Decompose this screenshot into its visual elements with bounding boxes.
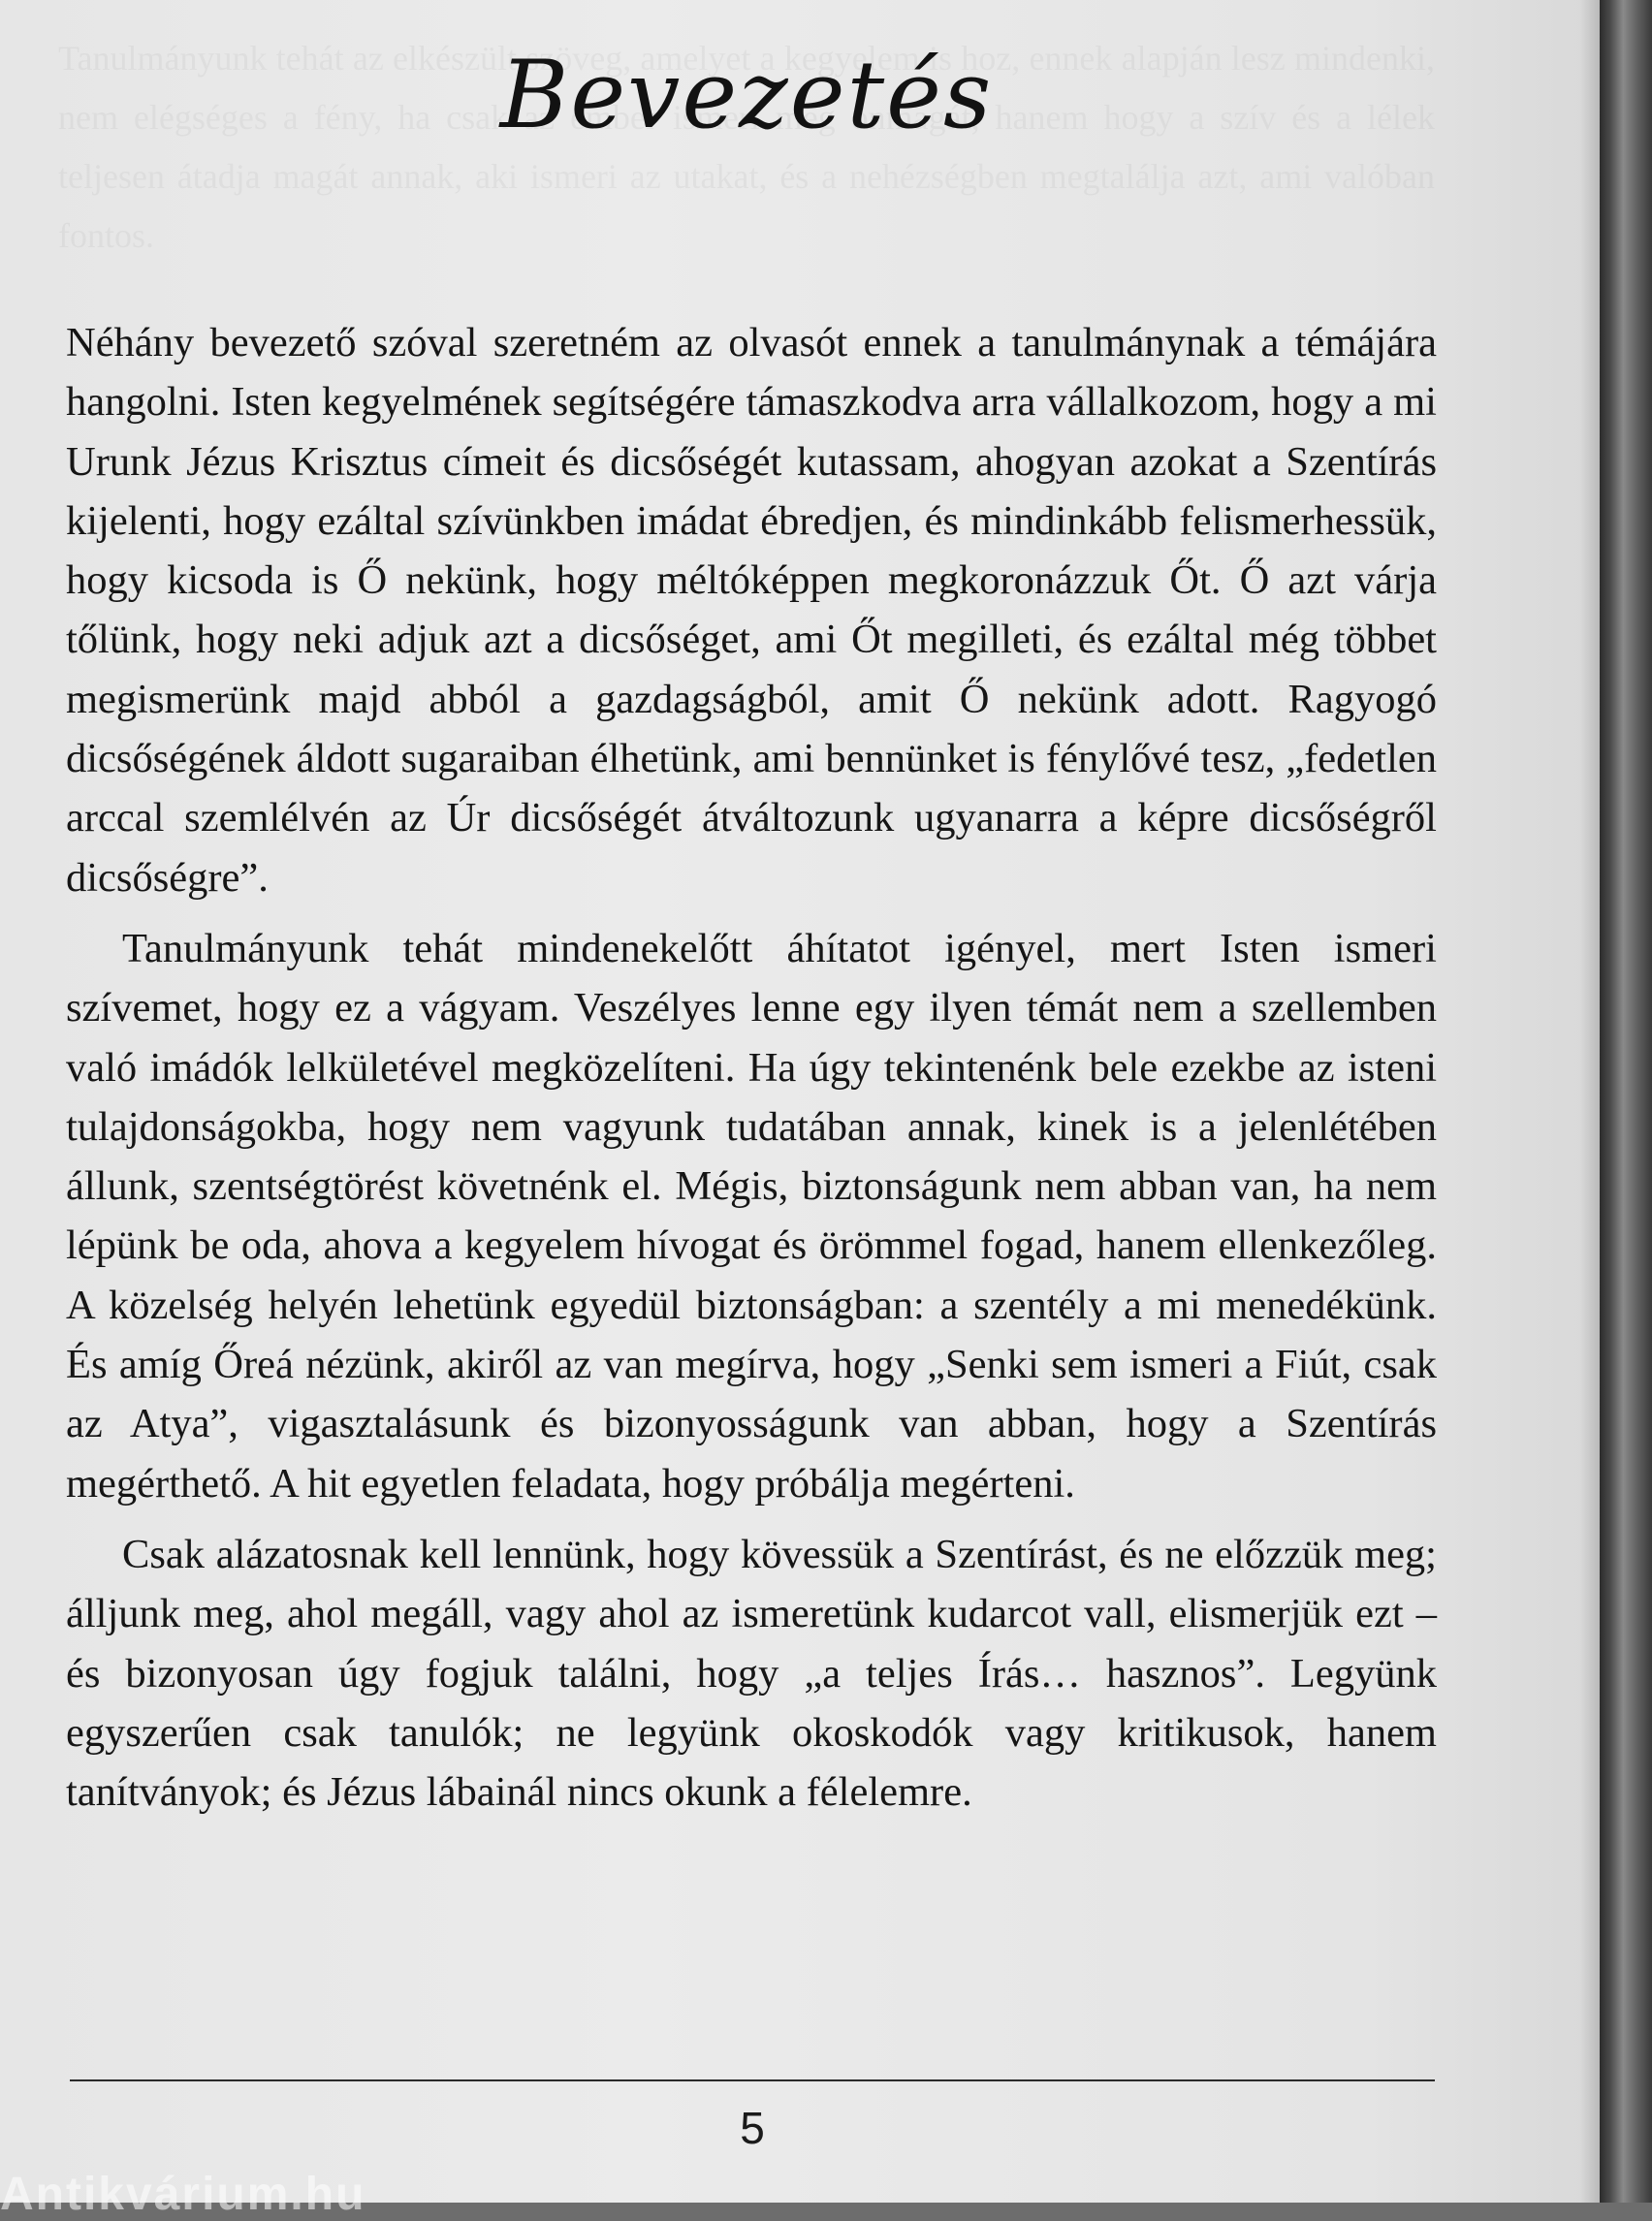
body-text: [66, 313, 1437, 1833]
footer-divider: [70, 2079, 1435, 2081]
paragraph: Néhány bevezető szóval szeretném az olvasót ennek a tanulmánynak a témájára hangolni. Isten kegyelmének segítségére támaszkodva arra vállalkozom, hogy a mi Urunk Jézus Krisztus címeit és dicsőségét kutassam, ahogyan azokat a Szentírás kijelenti, hogy ezáltal szívünkben imádat ébredjen, és mindinkább felismerhessük, hogy kicsoda is Ő nekünk, hogy méltóképpen megkoronázzuk Őt. Ő azt várja tőlünk, hogy neki adjuk azt a dicsőséget, ami Őt megilleti, és ezáltal még többet megismerünk majd abból a gazdagságból, amit Ő nekünk adott. Ragyogó dicsőségének áldott sugaraiban élhetünk, ami bennünket is fénylővé tesz, „fedetlen arccal szemlélvén az Úr dicsőségét átváltozunk ugyanarra a képre dicsőségről dicsőségre”.: [66, 320, 1437, 901]
watermark: Antikvárium.hu: [0, 2169, 366, 2220]
book-binding-edge: [1600, 0, 1652, 2203]
paragraph: Tanulmányunk tehát mindenekelőtt áhítatot igényel, mert Isten ismeri szívemet, hogy ez a vágyam. Veszélyes lenne egy ilyen témát nem a szellemben való imádók lelkületével megközelíteni. Ha úgy tekintenénk bele ezekbe az isteni tulajdonságokba, hogy nem vagyunk tudatában annak, kinek is a jelenlétében állunk, szentségtörést követnénk el. Mégis, biztonságunk nem abban van, ha nem lépünk be oda, ahova a kegyelem hívogat és örömmel fogad, hanem ellenkezőleg. A közelség helyén lehetünk egyedül biztonságban: a szentély a mi menedékünk. És amíg Őreá nézünk, akiről az van megírva, hogy „Senki sem ismeri a Fiút, csak az Atya”, vigasztalásunk és bizonyosságunk van abban, hogy a Szentírás megérthető. A hit egyetlen feladata, hogy próbálja megérteni.: [66, 925, 1437, 1507]
page-number: 5: [740, 2103, 765, 2153]
page-title: Bevezetés: [499, 41, 994, 149]
paragraph: Csak alázatosnak kell lennünk, hogy kövessük a Szentírást, és ne előzzük meg; álljunk meg, ahol megáll, vagy ahol az ismeretünk kudarcot vall, elismerjük ezt – és bizonyosan úgy fogjuk találni, hogy „a teljes Írás… hasznos”. Legyünk egyszerűen csak tanulók; ne legyünk okoskodók vagy kritikusok, hanem tanítványok; és Jézus lábainál nincs okunk a félelemre.: [66, 1531, 1437, 1816]
